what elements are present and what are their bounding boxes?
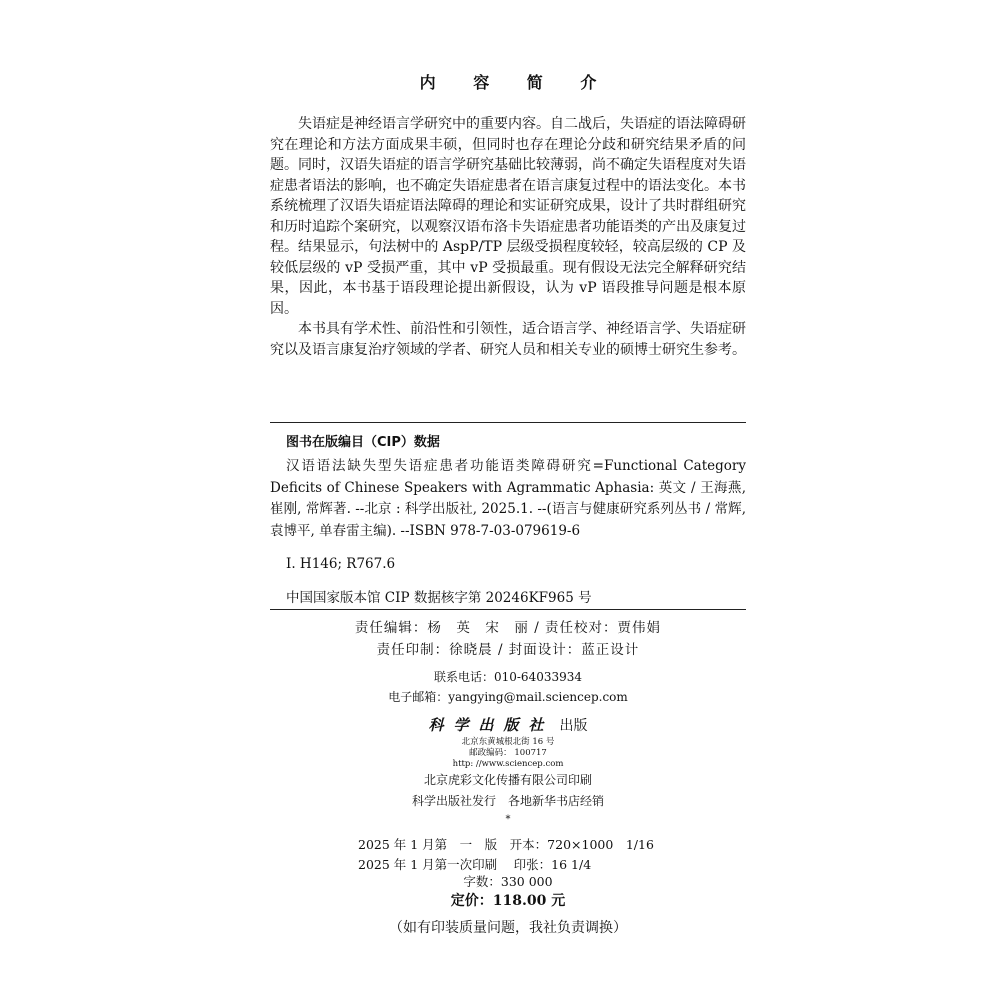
editor-credits: 责任编辑：杨 英 宋 丽 / 责任校对：贾伟娟 <box>354 620 662 636</box>
separator-star: * <box>505 814 511 825</box>
cip-record-number: 中国国家版本馆 CIP 数据核字第 20246KF965 号 <box>286 590 592 606</box>
price-value: 118.00 元 <box>492 893 566 909</box>
page-title: 内 容 简 介 <box>419 73 613 92</box>
intro-paragraph-2: 本书具有学术性、前沿性和引领性，适合语言学、神经语言学、失语症研究以及语言康复治疗领域的学者、研究人员和相关专业的硕博士研究生参考。 <box>270 321 746 358</box>
distribution-line: 科学出版社发行 各地新华书店经销 <box>411 794 604 808</box>
cip-data-block <box>270 422 746 610</box>
production-credits: 责任印制：徐晓晨 / 封面设计：蓝正设计 <box>376 642 640 658</box>
book-introduction <box>270 114 746 360</box>
intro-paragraph-1: 失语症是神经语言学研究中的重要内容。自二战后，失语症的语法障碍研究在理论和方法方面成果丰硕，但同时也存在理论分歧和研究结果矛盾的问题。同时，汉语失语症的语言学研究基础比较薄弱，尚不确定失语程度对失语症患者语法的影响，也不确定失语症患者在语言康复过程中的语法变化。本书系统梳理了汉语失语症语法障碍的理论和实证研究成果，设计了共时群组研究和历时追踪个案研究，以观察汉语布洛卡失语症患者功能语类的产出及康复过程。结果显示，句法树中的 AspP/TP 层级受损程度较轻，较高层级的 CP 及较低层级的 vP 受损严重，其中 vP 受损最重。现有假设无法完全解释研究结果，因此，本书基于语段理论提出新假设，认为 vP 语段推导问题是根本原因。 <box>270 116 746 317</box>
publisher-line <box>270 714 746 735</box>
printing-line: 2025 年 1 月第一次印刷 印张：16 1/4 <box>358 857 592 872</box>
edition-line: 2025 年 1 月第 一 版 开本：720×1000 1/16 <box>358 837 654 852</box>
price-label: 定价： <box>450 893 493 909</box>
cip-heading: 图书在版编目（CIP）数据 <box>286 435 440 450</box>
publisher-address: 北京东黄城根北街 16 号 <box>461 737 555 747</box>
contact-email: 电子邮箱：yangying@mail.sciencep.com <box>388 690 628 704</box>
publisher-suffix: 出版 <box>559 718 588 734</box>
publisher-url: http: //www.sciencep.com <box>452 759 564 769</box>
quality-notice: （如有印装质量问题，我社负责调换） <box>389 920 627 936</box>
publisher-logo: 科学出版社 <box>428 716 554 734</box>
publisher-zip: 邮政编码： 100717 <box>469 748 547 758</box>
word-count: 字数：330 000 <box>463 874 553 889</box>
cip-entry: 汉语语法缺失型失语症患者功能语类障碍研究=Functional Category Deficits of Chinese Speakers with Agrammatic Aphasia: 英文 / 王海燕, 崔刚, 常辉著. --北京 : 科学出版社, 2025.1. --(语言与健康研究系列丛书 / 常辉, 袁博平, 单春雷主编). --ISBN 978-7-03-079619-6 <box>270 458 746 539</box>
contact-phone: 联系电话：010-64033934 <box>433 670 583 684</box>
cip-classification: Ⅰ. H146; R767.6 <box>286 556 396 572</box>
printer-line: 北京虎彩文化传播有限公司印刷 <box>423 773 592 787</box>
price-line <box>270 890 746 910</box>
